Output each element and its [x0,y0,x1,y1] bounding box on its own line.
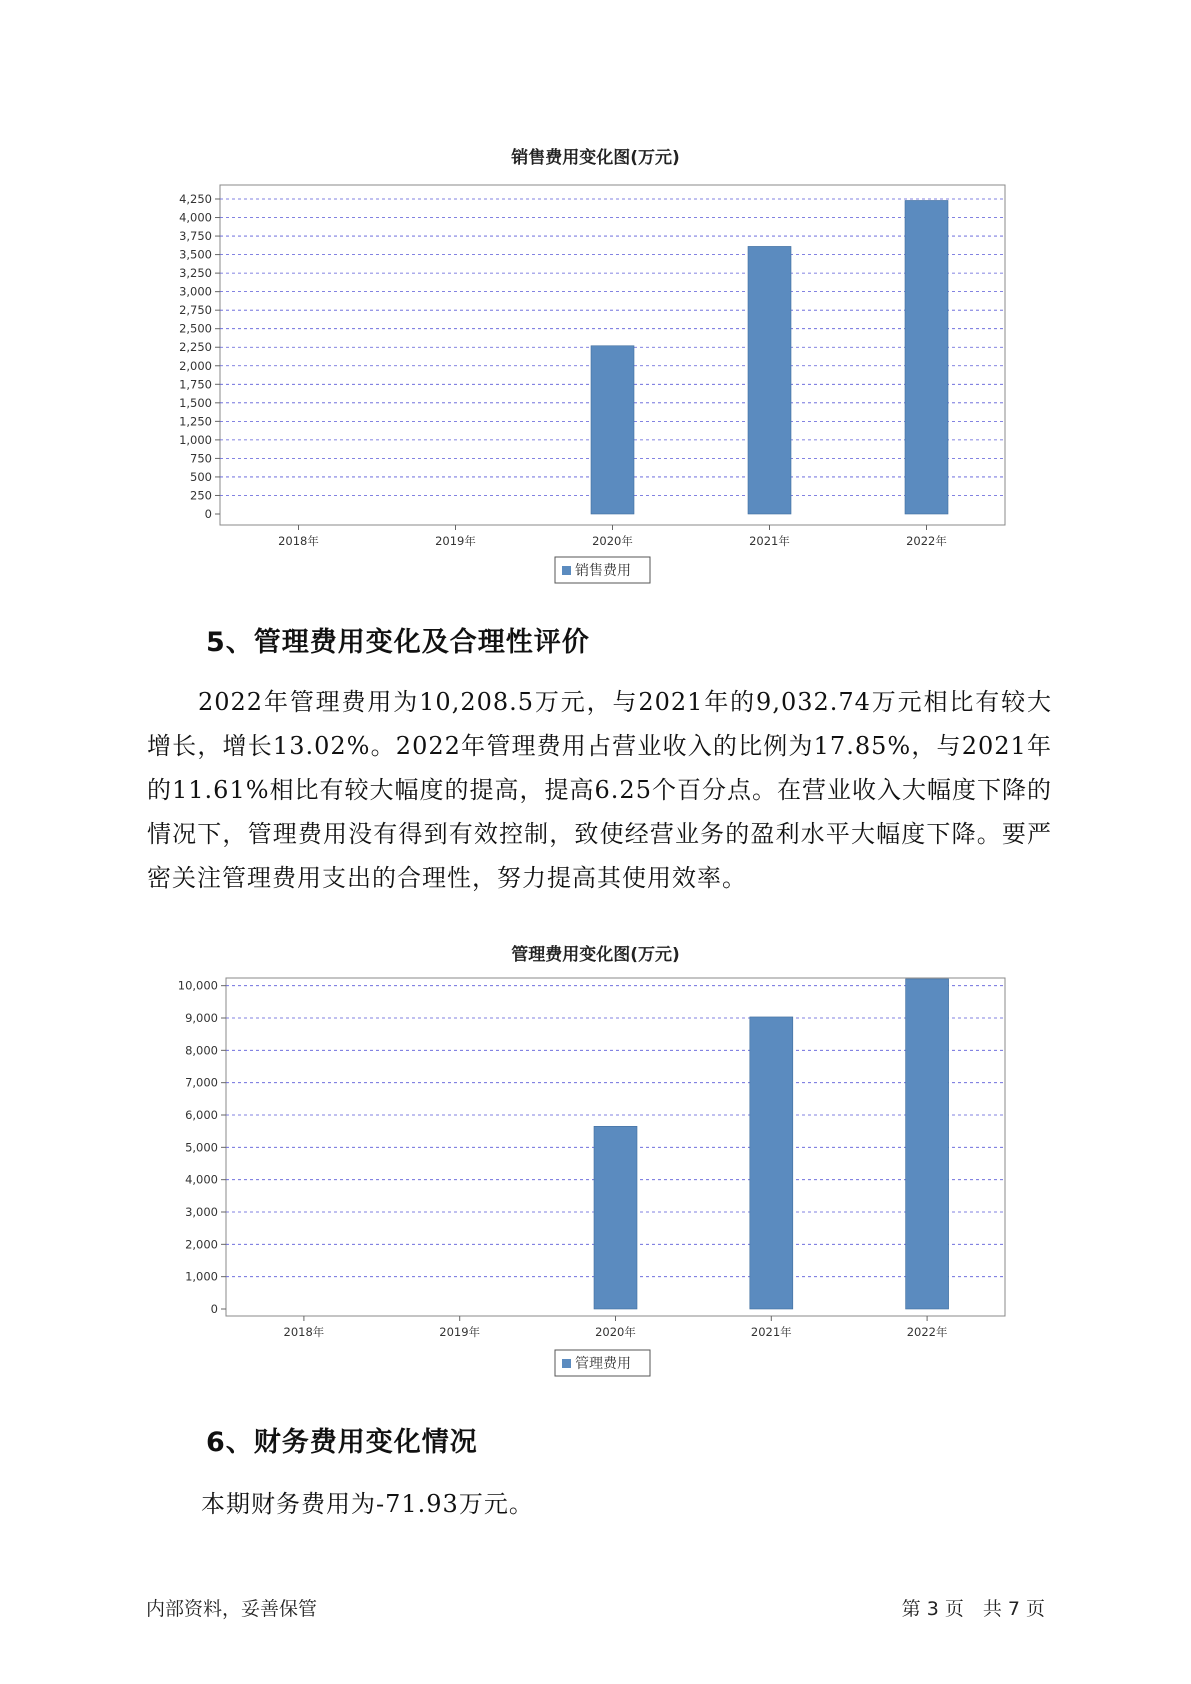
admin-expense-chart [0,975,1191,1395]
section5-paragraph: 2022年管理费用为10,208.5万元，与2021年的9,032.74万元相比有较大增长，增长13.02%。2022年管理费用占营业收入的比例为17.85%，与2021年的11.61%相比有较大幅度的提高，提高6.25个百分点。在营业收入大幅度下降的情况下，管理费用没有得到有效控制，致使经营业务的盈利水平大幅度下降。要严密关注管理费用支出的合理性，努力提高其使用效率。 [147,688,1052,892]
y-tick-label: 750 [190,451,212,466]
x-tick-label: 2021年 [750,1325,792,1339]
y-tick-label: 3,000 [179,284,212,299]
bar-2020年 [594,1126,637,1309]
x-tick-label: 2020年 [595,1325,636,1339]
y-tick-label: 3,250 [179,266,212,281]
y-tick-label: 4,000 [179,210,212,225]
legend-label: 销售费用 [575,563,631,579]
y-tick-label: 1,250 [179,414,212,429]
legend-swatch [562,566,571,575]
y-tick-label: 2,750 [179,303,212,318]
x-tick-label: 2019年 [439,1325,481,1339]
y-tick-label: 2,000 [179,358,212,373]
x-tick-label: 2020年 [592,534,633,548]
y-tick-label: 1,500 [179,395,212,410]
y-tick-label: 500 [190,469,212,484]
bar-2021年 [748,246,791,514]
bar-2022年 [906,979,949,1309]
x-tick-label: 2019年 [435,534,476,548]
sales-expense-chart [0,180,1191,620]
y-tick-label: 1,000 [179,432,212,447]
chart2-title: 管理费用变化图(万元) [511,945,680,965]
bar-2022年 [905,200,948,514]
legend [555,557,650,583]
y-tick-label: 9,000 [185,1011,218,1025]
y-tick-label: 8,000 [185,1043,218,1058]
y-tick-label: 7,000 [185,1075,218,1090]
x-tick-label: 2021年 [749,534,790,548]
section5-heading: 5、管理费用变化及合理性评价 [206,627,590,658]
y-tick-label: 2,500 [179,321,212,336]
y-tick-label: 4,250 [179,192,212,206]
legend [555,1350,650,1376]
bar-2020年 [591,346,634,514]
y-tick-label: 5,000 [185,1140,218,1155]
x-tick-label: 2022年 [906,534,947,548]
y-tick-label: 1,000 [185,1269,218,1284]
y-tick-label: 4,000 [185,1172,218,1187]
section6-heading: 6、财务费用变化情况 [206,1427,478,1458]
y-tick-label: 2,000 [185,1237,218,1252]
y-tick-label: 2,250 [179,340,212,355]
y-tick-label: 250 [190,488,212,503]
legend-swatch [562,1359,571,1368]
y-tick-label: 0 [204,507,212,521]
footer-confidential-note: 内部资料，妥善保管 [146,1598,318,1620]
x-tick-label: 2018年 [278,534,319,548]
y-tick-label: 6,000 [185,1108,218,1122]
x-tick-label: 2018年 [283,1325,325,1339]
y-tick-label: 10,000 [177,978,218,993]
y-tick-label: 3,500 [179,247,212,262]
legend-label: 管理费用 [575,1356,631,1372]
y-tick-label: 3,000 [185,1205,218,1219]
y-tick-label: 1,750 [179,377,212,392]
bar-2021年 [750,1017,793,1309]
x-tick-label: 2022年 [906,1325,948,1339]
footer-page-number: 第 3 页 共 7 页 [901,1598,1045,1620]
y-tick-label: 0 [210,1302,218,1316]
y-tick-label: 3,750 [179,229,212,244]
chart1-title: 销售费用变化图(万元) [511,148,680,168]
section6-paragraph: 本期财务费用为-71.93万元。 [201,1490,534,1518]
